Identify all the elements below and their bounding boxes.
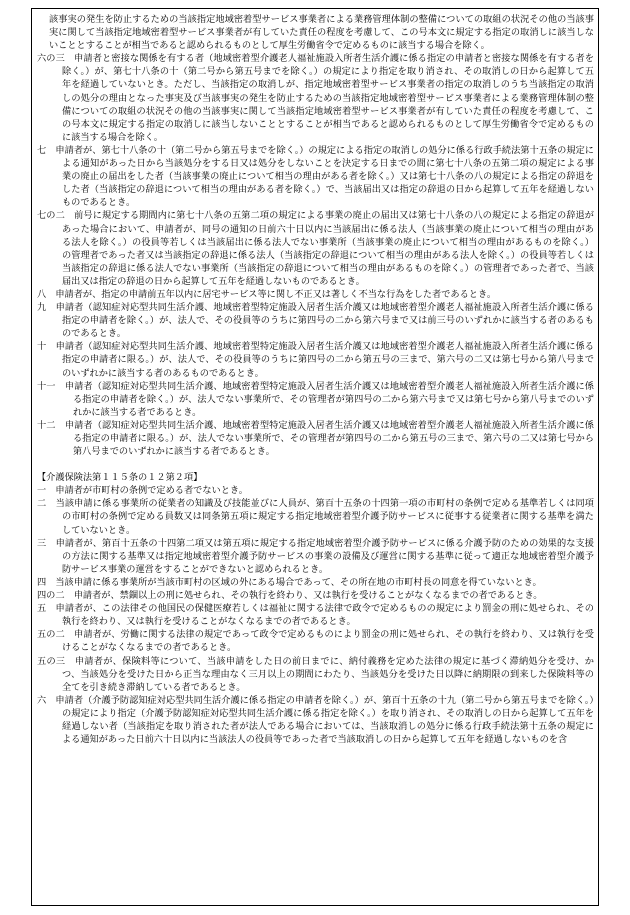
section-spacer <box>37 458 594 471</box>
clause-4: 四 当該申請に係る事業所が当該市町村の区域の外にある場合であって、その所在地の市町村長の同意を得ていないとき。 <box>37 576 542 588</box>
clause-12: 十二 申請者（認知症対応型共同生活介護、地域密着型特定施設入居者生活介護又は地域密着型介護老人福祉施設入所者生活介護に係る指定の申請者に限る。）が、法人でない事業所で、その管理者が第四号の二から第五号の三まで、第六号の二又は第七号から第八号までのいずれかに該当する者であるとき。 <box>37 419 594 458</box>
document-frame <box>31 8 599 906</box>
clause-11: 十一 申請者（認知症対応型共同生活介護、地域密着型特定施設入居者生活介護又は地域密着型介護老人福祉施設入所者生活介護に係る指定の申請者を除く。）が、法人でない事業所で、その管理者が第四号の二から第六号まで又は第七号から第八号までのいずれかに該当する者であるとき。 <box>37 380 594 418</box>
clause-3: 三 申請者が、第百十五条の十四第二項又は第五項に規定する指定地域密着型介護予防サービスに係る介護予防のための効果的な支援の方法に関する基準又は指定地域密着型介護予防サービスの事業の設備及び運営に関する基準に従って適正な地域密着型介護予防サービス事業の運営をすることができないと認められるとき。 <box>37 537 594 575</box>
clause-4-2: 四の二 申請者が、禁錮以上の刑に処せられ、その執行を終わり、又は執行を受けることがなくなるまでの者であるとき。 <box>37 590 543 602</box>
clause-1: 一 申請者が市町村の条例で定める者でないとき。 <box>37 485 248 497</box>
clause-10: 十 申請者（認知症対応型共同生活介護、地域密着型特定施設入居者生活介護又は地域密着型介護老人福祉施設入所者生活介護に係る指定の申請者に限る。）が、法人で、その役員等のうちに第四号の二から第五号の三まで、第六号の二又は第七号から第八号までのいずれかに該当する者のあるものであるとき。 <box>37 341 594 379</box>
clause-7: 七 申請者が、第七十八条の十（第二号から第五号までを除く。）の規定による指定の取消しの処分に係る行政手続法第十五条の規定による通知があった日から当該処分をする日又は処分をしないことを決定する日までの間に第七十八条の五第二項の規定による事業の廃止の届出をした者（当該事業の廃止について相当の理由がある者を除く。）又は第七十八条の八の規定による指定の辞退をした者（当該指定の辞退について相当の理由がある者を除く。）で、当該届出又は指定の辞退の日から起算して五年を経過しないものであるとき。 <box>37 144 594 209</box>
clause-7-2: 七の二 前号に規定する期間内に第七十八条の五第二項の規定による事業の廃止の届出又は第七十八条の八の規定による指定の辞退があった場合において、申請者が、同号の通知の日前六十日以内に当該届出に係る法人（当該事業の廃止について相当の理由がある法人を除く。）の役員等若しくは当該届出に係る法人でない事業所（当該事業の廃止について相当の理由があるものを除く。）の管理者であった者又は当該指定の辞退に係る法人（当該指定の辞退について相当の理由がある法人を除く。）の役員等若しくは当該指定の辞退に係る法人でない事業所（当該指定の辞退について相当の理由があるものを除く。）の管理者であった者で、当該届出又は指定の辞退の日から起算して五年を経過しないものであるとき。 <box>37 210 594 287</box>
clause-2: 二 当該申請に係る事業所の従業者の知識及び技能並びに人員が、第百十五条の十四第一項の市町村の条例で定める基準若しくは同項の市町村の条例で定める員数又は同条第五項に規定する指定地域密着型介護予防サービスに従事する従業者に関する基準を満たしていないとき。 <box>37 498 594 536</box>
clause-6: 六 申請者（介護予防認知症対応型共同生活介護に係る指定の申請者を除く。）が、第百十五条の十九（第二号から第五号までを除く。）の規定により指定（介護予防認知症対応型共同生活介護に係る指定を除く。）を取り消され、その取消しの日から起算して五年を経過しない者（当該指定を取り消された者が法人である場合においては、当該取消しの処分に係る行政手続法第十五条の規定による通知があった日前六十日以内に当該法人の役員等であった者で当該取消しの日から起算して五年を経過しないものを含 <box>37 694 594 746</box>
section-heading: 【介護保険法第１１５条の１２第２項】 <box>37 472 203 484</box>
clause-5-2: 五の二 申請者が、労働に関する法律の規定であって政令で定めるものにより罰金の刑に処せられ、その執行を終わり、又は執行を受けることがなくなるまでの者であるとき。 <box>37 629 594 654</box>
clause-8: 八 申請者が、指定の申請前五年以内に居宅サービス等に関し不正又は著しく不当な行為をした者であるとき。 <box>37 288 497 300</box>
clause-5: 五 申請者が、この法律その他国民の保健医療若しくは福祉に関する法律で政令で定めるものの規定により罰金の刑に処せられ、その執行を終わり、又は執行を受けることがなくなるまでの者であるとき。 <box>37 603 594 628</box>
clause-6-3: 六の三 申請者と密接な関係を有する者（地域密着型介護老人福祉施設入所者生活介護に係る指定の申請者と密接な関係を有する者を除く。）が、第七十八条の十（第二号から第五号までを除く。）の規定により指定を取り消され、その取消しの日から起算して五年を経過していないとき。ただし、当該指定の取消しが、指定地域密着型サービス事業者の指定の取消しのうち当該指定の取消しの処分の理由となった事実及び当該事実の発生を防止するための当該指定地域密着型サービス事業者による業務管理体制の整備についての取組の状況その他の当該事実に関して当該指定地域密着型サービス事業者が有していた責任の程度を考慮して、この号本文に規定する指定の取消しに該当しないこととすることが相当であると認められるものとして厚生労働省令で定めるものに該当する場合を除く。 <box>37 53 594 143</box>
clause-5-3: 五の三 申請者が、保険料等について、当該申請をした日の前日までに、納付義務を定めた法律の規定に基づく滞納処分を受け、かつ、当該処分を受けた日から正当な理由なく三月以上の期間にわたり、当該処分を受けた日以降に納期限の到来した保険料等の全てを引き続き滞納している者であるとき。 <box>37 655 594 693</box>
clause-9: 九 申請者（認知症対応型共同生活介護、地域密着型特定施設入居者生活介護又は地域密着型介護老人福祉施設入所者生活介護に係る指定の申請者を除く。）が、法人で、その役員等のうちに第四号の二から第六号まで又は前三号のいずれかに該当する者のあるものであるとき。 <box>37 302 594 340</box>
continued-paragraph: 該事実の発生を防止するための当該指定地域密着型サービス事業者による業務管理体制の整備についての取組の状況その他の当該事実に関して当該指定地域密着型サービス事業者が有していた責任の程度を考慮して、この号本文に規定する指定の取消しに該当しないこととすることが相当であると認められるものとして厚生労働省令で定めるものに該当する場合を除く。 <box>49 14 594 52</box>
